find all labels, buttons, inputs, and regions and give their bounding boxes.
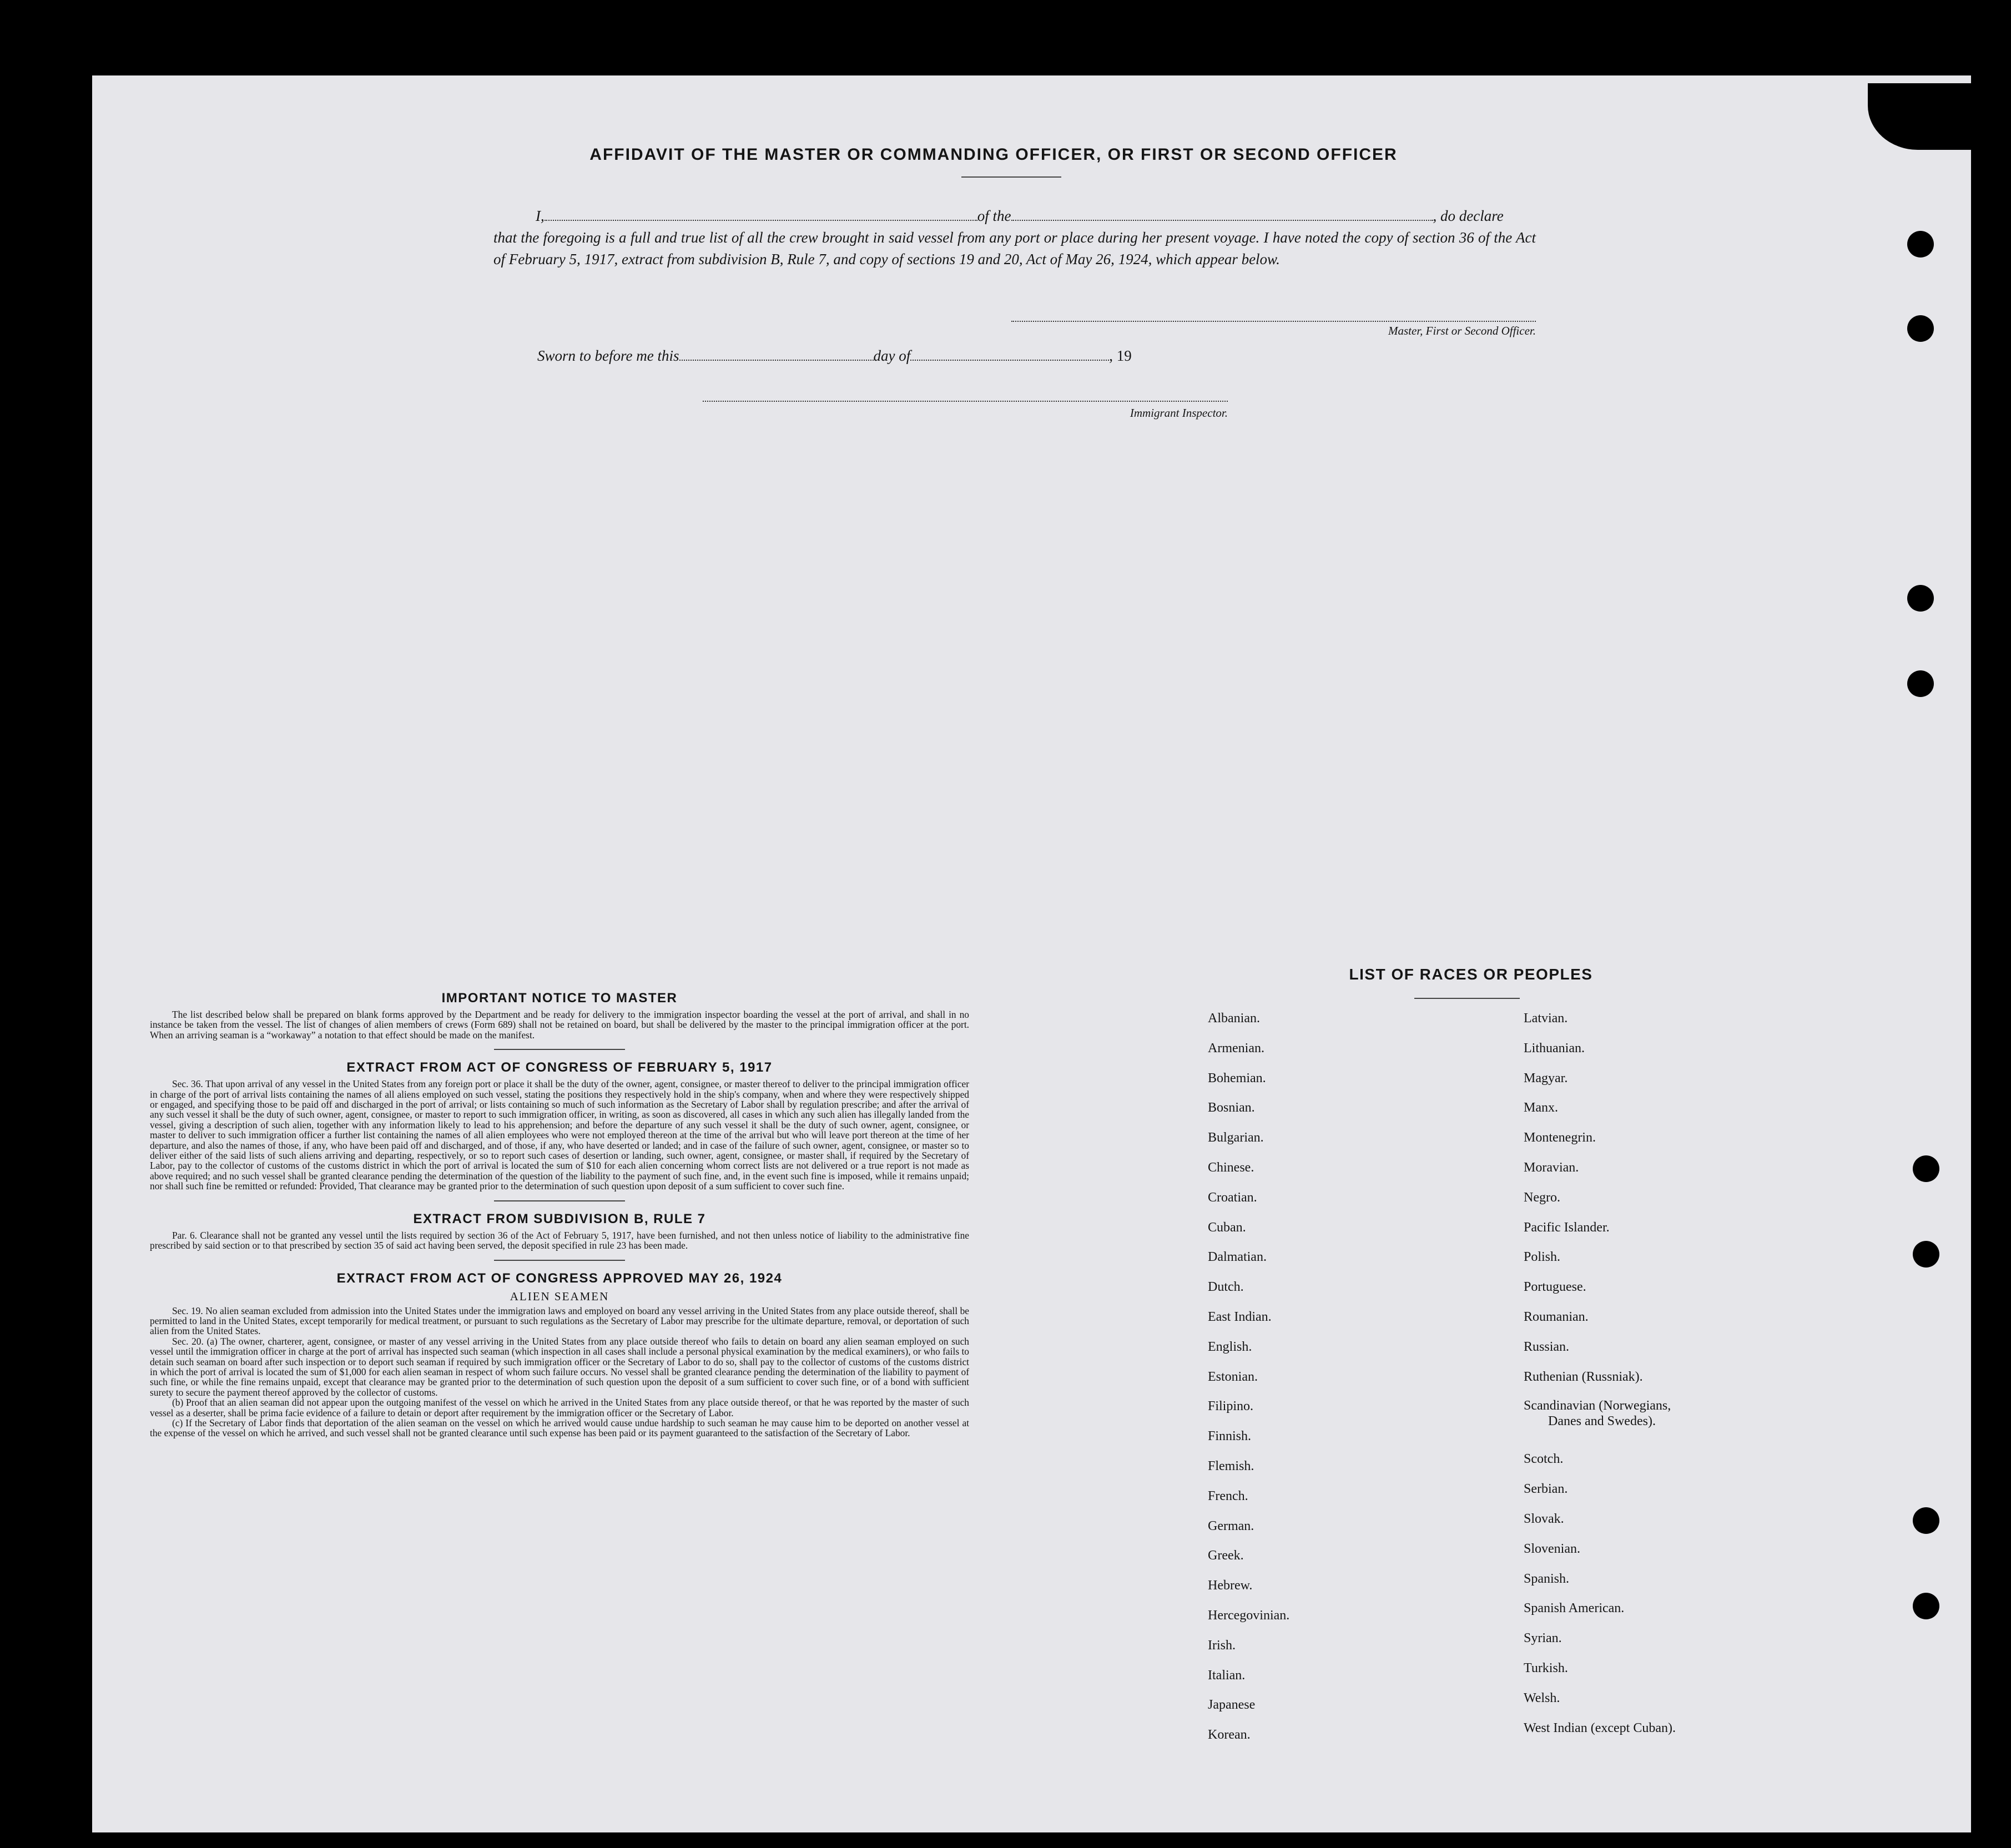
race-item-line: Scandinavian (Norwegians, xyxy=(1524,1398,1671,1413)
punch-hole xyxy=(1907,315,1934,342)
race-item: Chinese. xyxy=(1208,1160,1254,1175)
race-item: Hercegovinian. xyxy=(1208,1608,1290,1623)
race-item: Dutch. xyxy=(1208,1280,1244,1295)
extract-1924-sec20b: (b) Proof that an alien seaman did not appear upon the outgoing manifest of the vessel on which he arrived in the United States from any place outside thereof, or that he was reported by the master of such vessel as a deserter, shall be prima facie evidence of a failure to detain or deport after requirement by the immigration officer or the Secretary of Labor. xyxy=(150,1397,969,1418)
race-item: Finnish. xyxy=(1208,1429,1252,1444)
sworn-line xyxy=(537,347,1132,365)
race-item: Italian. xyxy=(1208,1668,1246,1683)
section-divider xyxy=(494,1049,625,1050)
legal-notices xyxy=(150,991,969,1438)
race-item: German. xyxy=(1208,1518,1254,1533)
race-item: English. xyxy=(1208,1339,1252,1354)
sworn-prefix: Sworn to before me this xyxy=(537,347,679,364)
extract-1917-text: Sec. 36. That upon arrival of any vessel in the United States from any foreign port or place it shall be the duty of the owner, agent, consignee, or master thereof to deliver to the principal immigration officer in charge of the port of arrival lists containing the names of all aliens employed on such vessel, stating the positions they respectively hold in the ship's company, when and where they were respectively shipped or engaged, and specifying those to be paid off and discharged in the port of arrival; or lists containing so much of such information as the Secretary of Labor shall by regulation prescribe; and after the arrival of any such vessel it shall be the duty of such owner, agent, consignee, or master to report to such immigration officer, in writing, as soon as discovered, all cases in which any such alien has illegally landed from the vessel, giving a description of such alien, together with any information likely to lead to his apprehension; and before the departure of any such vessel it shall be the duty of such owner, agent, consignee, or master to deliver to such immigration officer a further list containing the names of all alien employees who were not employed thereon at the time of the arrival but who will leave port thereon at the time of her departure, and also the names of those, if any, who have been paid off and discharged, and of those, if any, who have deserted or landed; and in case of the failure of such owner, agent, consignee, or master so to deliver either of the said lists of such aliens arriving and departing, respectively, or so to report such cases of desertion or landing, such owner, agent, consignee, or master shall, if required by the Secretary of Labor, pay to the collector of customs of the customs district in which the port of arrival is located the sum of $10 for each alien concerning whom correct lists are not delivered or a true report is not made as above required; and no such vessel shall be granted clearance pending the determination of the question of the liability to the payment of such fine, and, in the event such fine is imposed, while it remains unpaid; nor shall such fine be remitted or refunded: Provided, That clearance may be granted prior to the determination of such question upon deposit of a sum sufficient to cover such fine. xyxy=(150,1078,969,1192)
race-item: Bulgarian. xyxy=(1208,1130,1264,1145)
section-divider xyxy=(494,1260,625,1261)
race-item xyxy=(1524,1398,1801,1451)
extract-1924-sec19: Sec. 19. No alien seaman excluded from admission into the United States under the immigration laws and employed on board any vessel arriving in the United States from any place outside thereof, shall be permitted to land in the United States, except temporarily for medical treatment, or pursuant to such regulations as the Secretary of Labor may prescribe for the ultimate departure, removal, or deportation of such alien from the United States. xyxy=(150,1305,969,1337)
race-item: Korean. xyxy=(1208,1728,1251,1743)
punch-hole xyxy=(1913,1241,1939,1268)
affidavit-title: AFFIDAVIT OF THE MASTER OR COMMANDING OFFICER, OR FIRST OR SECOND OFFICER xyxy=(589,145,1398,164)
race-item: Spanish American. xyxy=(1524,1601,1625,1616)
race-item: Filipino. xyxy=(1208,1399,1254,1414)
race-item: Croatian. xyxy=(1208,1190,1257,1205)
race-item: Hebrew. xyxy=(1208,1578,1253,1593)
race-item: Greek. xyxy=(1208,1548,1244,1563)
race-item: Moravian. xyxy=(1524,1160,1579,1175)
race-item: Polish. xyxy=(1524,1250,1561,1265)
race-item: East Indian. xyxy=(1208,1309,1272,1324)
sworn-month-blank[interactable] xyxy=(910,357,1109,361)
punch-hole xyxy=(1913,1593,1939,1619)
race-item: Albanian. xyxy=(1208,1011,1260,1026)
affidavit-title-rule xyxy=(961,176,1061,178)
extract-1924-title: EXTRACT FROM ACT OF CONGRESS APPROVED MAY 26, 1924 xyxy=(336,1270,783,1286)
sworn-day-of: day of xyxy=(873,347,911,364)
notice-text: The list described below shall be prepared on blank forms approved by the Department and be ready for delivery to the immigration inspector boarding the vessel at the port of arrival, and shall in no instance be taken from the vessel. The list of changes of alien members of crews (Form 689) shall not be retained on board, but shall be delivered by the master to the principal immigration officer at the port. When an arriving seaman is a “workaway” a notation to that effect should be made on the manifest. xyxy=(150,1009,969,1041)
punch-hole xyxy=(1913,1155,1939,1182)
race-item: Japanese xyxy=(1208,1698,1256,1713)
affidavit-declaration xyxy=(493,205,1536,270)
race-item: West Indian (except Cuban). xyxy=(1524,1720,1676,1735)
race-item: Roumanian. xyxy=(1524,1309,1589,1324)
race-item: Montenegrin. xyxy=(1524,1130,1596,1145)
master-signature-line[interactable] xyxy=(1011,321,1536,322)
race-item: Negro. xyxy=(1524,1190,1560,1205)
affidavit-body-text: that the foregoing is a full and true list of all the crew brought in said vessel from any port or place during her present voyage. I have noted the copy of section 36 of the Act of February 5, 1917, extract from subdivision B, Rule 7, and copy of sections 19 and 20, Act of May 26, 1924, which appear below. xyxy=(493,229,1536,267)
affidavit-line1 xyxy=(536,205,1536,227)
race-item: Spanish. xyxy=(1524,1571,1570,1586)
race-item: Ruthenian (Russniak). xyxy=(1524,1369,1643,1384)
affidavit-declare: , do declare xyxy=(1433,208,1504,224)
section-divider xyxy=(494,1200,625,1201)
race-item: Serbian. xyxy=(1524,1482,1568,1497)
inspector-signature-label: Immigrant Inspector. xyxy=(1130,406,1228,420)
race-item: Syrian. xyxy=(1524,1631,1562,1646)
race-item: Flemish. xyxy=(1208,1458,1254,1473)
race-item: Magyar. xyxy=(1524,1071,1568,1085)
races-title-rule xyxy=(1414,998,1520,999)
affidavit-of-the: of the xyxy=(977,208,1011,224)
race-item: Slovak. xyxy=(1524,1511,1564,1526)
races-title: LIST OF RACES OR PEOPLES xyxy=(1349,966,1593,983)
race-item: Bohemian. xyxy=(1208,1071,1266,1085)
races-list-right xyxy=(1524,1010,1801,1749)
race-item: Lithuanian. xyxy=(1524,1041,1585,1056)
extract-1924-subtitle: ALIEN SEAMEN xyxy=(510,1289,609,1303)
race-item: Russian. xyxy=(1524,1339,1570,1354)
race-item: Turkish. xyxy=(1524,1660,1568,1675)
race-item: Slovenian. xyxy=(1524,1541,1580,1556)
race-item: Pacific Islander. xyxy=(1524,1220,1610,1235)
race-item: Latvian. xyxy=(1524,1011,1568,1026)
extract-1924-sec20a: Sec. 20. (a) The owner, charterer, agent, consignee, or master of any vessel arriving in the United States from any place outside thereof who fails to detain on board any alien seaman employed on such vessel until the immigration officer in charge at the port of arrival has inspected such seaman (which inspection in all cases shall include a personal physical examination by the medical examiners), or who fails to detain such seaman on board after such inspection or to deport such seaman if required by such immigration officer or the Secretary of Labor to do so, shall pay to the collector of customs of the customs district in which the port of arrival is located the sum of $1,000 for each alien seaman in respect of whom such failure occurs. No vessel shall be granted clearance pending the determination of the liability to payment of such fine, or while the fine remains unpaid, except that clearance may be granted prior to the determination of such question upon the deposit of a sum sufficient to cover such fine, or of a bond with sufficient surety to secure the payment thereof approved by the collector of customs. xyxy=(150,1335,969,1398)
notice-title: IMPORTANT NOTICE TO MASTER xyxy=(441,991,678,1006)
sworn-year: , 19 xyxy=(1109,347,1132,364)
punch-hole xyxy=(1907,585,1934,612)
extract-1924-sec20c: (c) If the Secretary of Labor finds that deportation of the alien seaman on the vessel on which he arrived would cause undue hardship to such seaman he may cause him to be deported on another vessel at the expense of the vessel on which he arrived, and such vessel shall not be granted clearance until such expense has been paid or its payment guaranteed to the satisfaction of the Secretary of Labor. xyxy=(150,1417,969,1439)
races-list-left xyxy=(1208,1010,1430,1756)
inspector-signature-line[interactable] xyxy=(703,401,1228,402)
race-item: Welsh. xyxy=(1524,1690,1560,1705)
race-item: Scotch. xyxy=(1524,1452,1564,1467)
race-item: Cuban. xyxy=(1208,1220,1246,1235)
master-signature-label: Master, First or Second Officer. xyxy=(1388,324,1536,337)
vessel-blank[interactable] xyxy=(1011,218,1433,221)
race-item-line: Danes and Swedes). xyxy=(1548,1414,1656,1429)
name-blank[interactable] xyxy=(545,218,977,221)
race-item: Bosnian. xyxy=(1208,1100,1255,1115)
punch-hole xyxy=(1907,231,1934,257)
race-item: Portuguese. xyxy=(1524,1280,1586,1295)
race-item: Armenian. xyxy=(1208,1041,1264,1056)
extract-rule7-title: EXTRACT FROM SUBDIVISION B, RULE 7 xyxy=(413,1211,706,1226)
race-item: Manx. xyxy=(1524,1100,1558,1115)
sworn-day-blank[interactable] xyxy=(679,357,874,361)
race-item: French. xyxy=(1208,1488,1248,1503)
extract-rule7-text: Par. 6. Clearance shall not be granted any vessel until the lists required by section 36 of the Act of February 5, 1917, have been furnished, and not then unless notice of liability to the administrative fine prescribed by said section or to that prescribed by section 35 of said act having been served, the deposit specified in rule 23 has been made. xyxy=(150,1229,969,1251)
race-item: Estonian. xyxy=(1208,1369,1258,1384)
affidavit-i: I, xyxy=(536,208,545,224)
extract-1917-title: EXTRACT FROM ACT OF CONGRESS OF FEBRUARY 5, 1917 xyxy=(346,1060,773,1076)
race-item: Dalmatian. xyxy=(1208,1250,1267,1265)
punch-hole xyxy=(1907,670,1934,697)
race-item: Irish. xyxy=(1208,1638,1236,1653)
punch-hole xyxy=(1913,1507,1939,1534)
